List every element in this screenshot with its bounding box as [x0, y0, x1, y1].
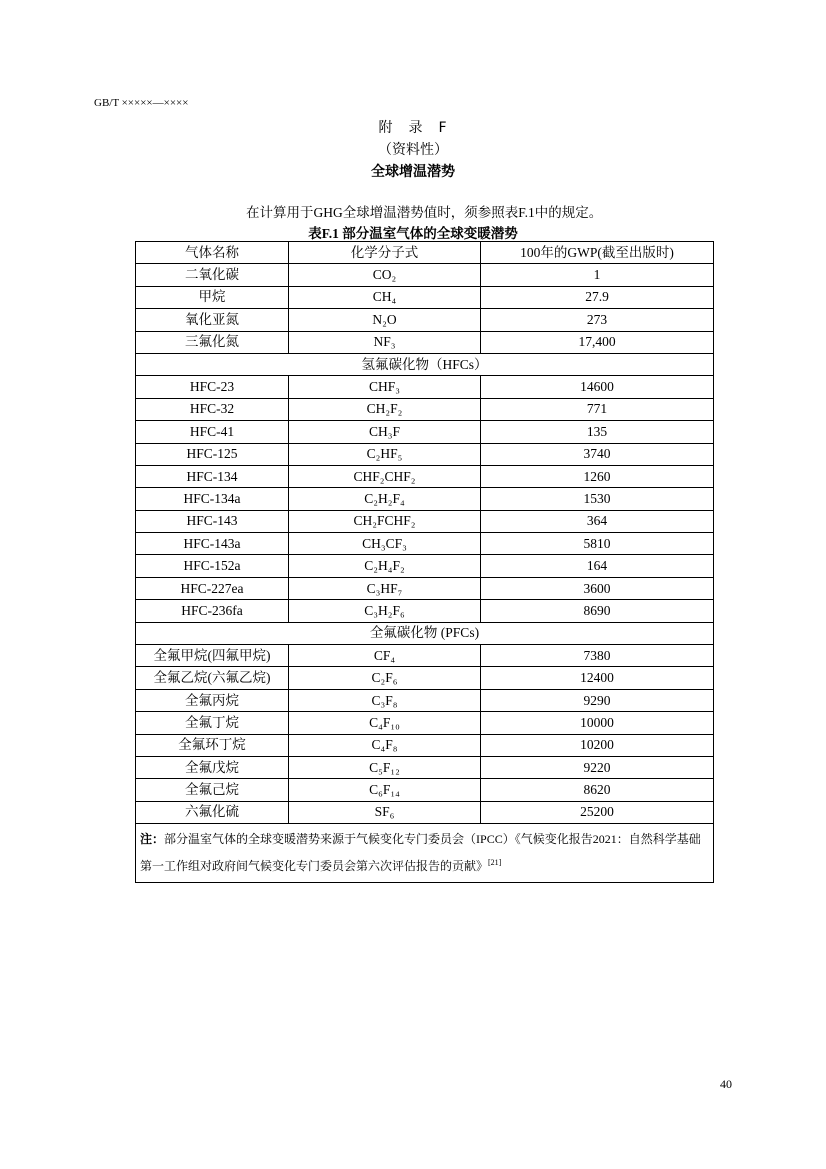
table-caption: 表F.1 部分温室气体的全球变暖潜势 [308, 226, 518, 241]
table-row [136, 645, 714, 667]
formula-cell: CH₂FCHF₂ [289, 510, 481, 532]
table-row [136, 689, 714, 711]
table-row [136, 331, 714, 353]
gwp-value-cell: 10000 [481, 712, 714, 734]
table-note [136, 824, 714, 883]
formula-cell: C₄F₁₀ [289, 712, 481, 734]
note-row [136, 824, 714, 883]
gas-name-cell: 甲烷 [136, 286, 289, 308]
formula-cell: C₂H₄F₂ [289, 555, 481, 577]
formula-cell: C₂H₂F₄ [289, 488, 481, 510]
gas-name-cell: 全氟丙烷 [136, 689, 289, 711]
gwp-value-cell: 7380 [481, 645, 714, 667]
gwp-value-cell: 12400 [481, 667, 714, 689]
gas-name-cell: 全氟戊烷 [136, 756, 289, 778]
gwp-table-body [136, 242, 714, 883]
gas-name-cell: HFC-152a [136, 555, 289, 577]
gwp-value-cell: 364 [481, 510, 714, 532]
gas-name-cell: HFC-125 [136, 443, 289, 465]
formula-cell: CH₄ [289, 286, 481, 308]
table-row [136, 286, 714, 308]
intro-paragraph: 在计算用于GHG全球增温潜势值时，须参照表F.1中的规定。 [246, 205, 603, 220]
gas-name-cell: 二氧化碳 [136, 264, 289, 286]
table-row [136, 779, 714, 801]
formula-cell: CO₂ [289, 264, 481, 286]
formula-cell: SF₆ [289, 801, 481, 823]
table-row [136, 488, 714, 510]
appendix-type: （资料性） [378, 142, 448, 158]
formula-cell: C₃F₈ [289, 689, 481, 711]
standard-id-header: GB/T ×××××—×××× [94, 97, 189, 109]
formula-cell: CF₄ [289, 645, 481, 667]
gas-name-cell: HFC-143 [136, 510, 289, 532]
gas-name-cell: 六氟化硫 [136, 801, 289, 823]
formula-cell: CH₂F₂ [289, 398, 481, 420]
section-header-row [136, 622, 714, 644]
formula-cell: CH₃F [289, 421, 481, 443]
table-row [136, 443, 714, 465]
formula-cell: C₃HF₇ [289, 577, 481, 599]
gwp-value-cell: 164 [481, 555, 714, 577]
gwp-value-cell: 1 [481, 264, 714, 286]
gwp-value-cell: 3600 [481, 577, 714, 599]
table-row [136, 264, 714, 286]
gas-name-cell: 全氟丁烷 [136, 712, 289, 734]
gas-name-cell: 全氟环丁烷 [136, 734, 289, 756]
column-header-name: 气体名称 [136, 242, 289, 264]
table-row [136, 555, 714, 577]
formula-cell: N₂O [289, 309, 481, 331]
gas-name-cell: 全氟己烷 [136, 779, 289, 801]
formula-cell: C₄F₈ [289, 734, 481, 756]
table-row [136, 577, 714, 599]
note-text: 部分温室气体的全球变暖潜势来源于气候变化专门委员会（IPCC）《气候变化报告2021：自然科学基础 第一工作组对政府间气候变化专门委员会第六次评估报告的贡献》 [140, 832, 701, 874]
gwp-value-cell: 771 [481, 398, 714, 420]
formula-cell: C₆F₁₄ [289, 779, 481, 801]
appendix-title: 全球增温潜势 [371, 164, 455, 180]
table-row [136, 600, 714, 622]
table-row [136, 465, 714, 487]
section-title: 全氟碳化物 (PFCs) [136, 622, 714, 644]
gwp-value-cell: 10200 [481, 734, 714, 756]
table-row [136, 309, 714, 331]
table-row [136, 801, 714, 823]
table-row [136, 376, 714, 398]
formula-cell: NF₃ [289, 331, 481, 353]
appendix-label: 附 录 F [378, 120, 448, 136]
gas-name-cell: 氧化亚氮 [136, 309, 289, 331]
gwp-value-cell: 273 [481, 309, 714, 331]
table-header-row [136, 242, 714, 264]
gwp-value-cell: 1530 [481, 488, 714, 510]
gas-name-cell: HFC-143a [136, 533, 289, 555]
table-row [136, 421, 714, 443]
gwp-value-cell: 135 [481, 421, 714, 443]
column-header-formula: 化学分子式 [289, 242, 481, 264]
gwp-value-cell: 1260 [481, 465, 714, 487]
gwp-value-cell: 9290 [481, 689, 714, 711]
table-row [136, 533, 714, 555]
gas-name-cell: 全氟甲烷(四氟甲烷) [136, 645, 289, 667]
gwp-value-cell: 17,400 [481, 331, 714, 353]
table-row [136, 734, 714, 756]
gwp-value-cell: 9220 [481, 756, 714, 778]
gas-name-cell: HFC-32 [136, 398, 289, 420]
gwp-table [135, 241, 714, 883]
gas-name-cell: HFC-134a [136, 488, 289, 510]
gwp-value-cell: 8690 [481, 600, 714, 622]
gwp-value-cell: 3740 [481, 443, 714, 465]
gas-name-cell: HFC-134 [136, 465, 289, 487]
table-row [136, 398, 714, 420]
table-row [136, 712, 714, 734]
formula-cell: C₂HF₅ [289, 443, 481, 465]
column-header-gwp: 100年的GWP(截至出版时) [481, 242, 714, 264]
page-number: 40 [720, 1077, 732, 1091]
gwp-value-cell: 5810 [481, 533, 714, 555]
gas-name-cell: HFC-23 [136, 376, 289, 398]
formula-cell: C₂F₆ [289, 667, 481, 689]
gwp-value-cell: 8620 [481, 779, 714, 801]
note-label: 注： [140, 832, 165, 847]
formula-cell: CHF₂CHF₂ [289, 465, 481, 487]
gwp-value-cell: 25200 [481, 801, 714, 823]
gas-name-cell: HFC-41 [136, 421, 289, 443]
section-title: 氢氟碳化物（HFCs） [136, 353, 714, 375]
formula-cell: C₃H₂F₆ [289, 600, 481, 622]
note-reference: [21] [488, 858, 502, 868]
gwp-value-cell: 14600 [481, 376, 714, 398]
gwp-value-cell: 27.9 [481, 286, 714, 308]
gas-name-cell: HFC-227ea [136, 577, 289, 599]
section-header-row [136, 353, 714, 375]
formula-cell: C₅F₁₂ [289, 756, 481, 778]
gas-name-cell: 三氟化氮 [136, 331, 289, 353]
gas-name-cell: HFC-236fa [136, 600, 289, 622]
table-row [136, 756, 714, 778]
gas-name-cell: 全氟乙烷(六氟乙烷) [136, 667, 289, 689]
table-row [136, 667, 714, 689]
formula-cell: CHF₃ [289, 376, 481, 398]
formula-cell: CH₃CF₃ [289, 533, 481, 555]
table-row [136, 510, 714, 532]
